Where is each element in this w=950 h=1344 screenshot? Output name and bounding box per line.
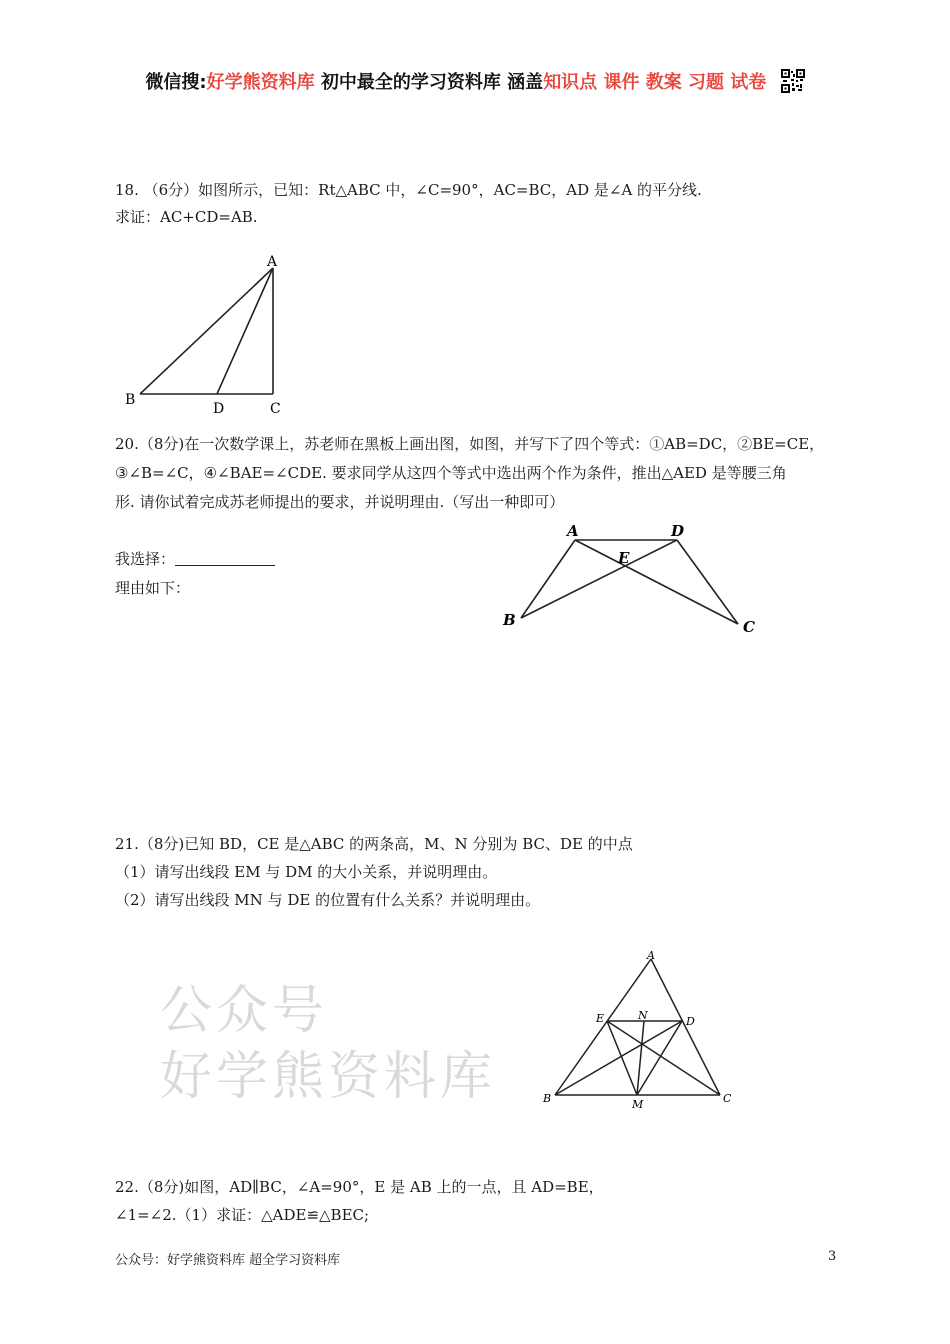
footer-text: 公众号：好学熊资料库 超全学习资料库 [115,1253,341,1268]
label-e: E [618,549,630,567]
label-d: D [213,401,225,417]
label-a: A [647,949,655,962]
q20-line2: ③∠B=∠C，④∠BAE=∠CDE. 要求同学从这四个等式中选出两个作为条件，推出△AED 是等腰三角 [115,464,787,482]
label-c: C [743,618,755,636]
q21-line3: （2）请写出线段 MN 与 DE 的位置有什么关系？并说明理由。 [115,891,541,909]
q18-line1: 18. （6分）如图所示，已知：Rt△ABC 中，∠C=90°，AC=BC，AD 是∠A 的平分线. [115,181,702,199]
segment-dm [637,1021,682,1095]
label-d: D [671,522,685,540]
q22-line2: ∠1=∠2.（1）求证：△ADE≌△BEC; [115,1206,370,1224]
header-topics: 知识点 课件 教案 习题 试卷 [543,72,767,93]
label-d: D [686,1015,695,1028]
segment-ab [521,540,575,618]
q20-figure [495,518,765,643]
q21-line1: 21.（8分)已知 BD，CE 是△ABC 的两条高，M、N 分别为 BC、DE 的中点 [115,835,633,853]
label-c: C [723,1092,732,1105]
header-prefix: 微信搜: [145,72,207,93]
segment-ab [555,959,651,1095]
q21-figure [535,945,745,1115]
q18-figure [115,248,305,418]
label-b: B [125,392,136,408]
q20-line3: 形. 请你试着完成苏老师提出的要求，并说明理由.（写出一种即可） [115,493,565,511]
q20-reason-label: 理由如下： [115,579,191,597]
q20-choose [115,549,275,569]
q18-line2: 求证：AC+CD=AB. [115,208,258,226]
label-c: C [270,401,281,417]
q22-line1: 22.（8分)如图，AD∥BC，∠A=90°，E 是 AB 上的一点，且 AD=BE， [115,1178,604,1196]
segment-dc [677,540,738,624]
segment-ab [140,268,273,394]
q20-choose-label: 我选择： [115,550,176,568]
page-number: 3 [828,1249,837,1264]
q21-line2: （1）请写出线段 EM 与 DM 的大小关系，并说明理由。 [115,863,498,881]
watermark-line2: 好学熊资料库 [160,1047,497,1107]
label-m: M [632,1098,644,1111]
header-brand: 好学熊资料库 [206,72,315,93]
header-middle: 初中最全的学习资料库 涵盖 [314,72,544,93]
segment-em [607,1021,637,1095]
label-e: E [596,1012,605,1025]
q20-answer-blank[interactable] [175,549,275,566]
label-a: A [267,254,278,270]
label-a: A [567,522,579,540]
q20-line1: 20.（8分)在一次数学课上，苏老师在黑板上画出图，如图，并写下了四个等式：①AB=DC，②BE=CE， [115,435,825,453]
segment-ad [217,268,273,394]
qr-code-icon [781,69,805,93]
label-b: B [503,611,516,629]
label-b: B [543,1092,552,1105]
segment-ac [575,540,738,624]
watermark-line1: 公众号 [160,981,329,1041]
header-banner [0,68,950,94]
label-n: N [638,1009,648,1022]
